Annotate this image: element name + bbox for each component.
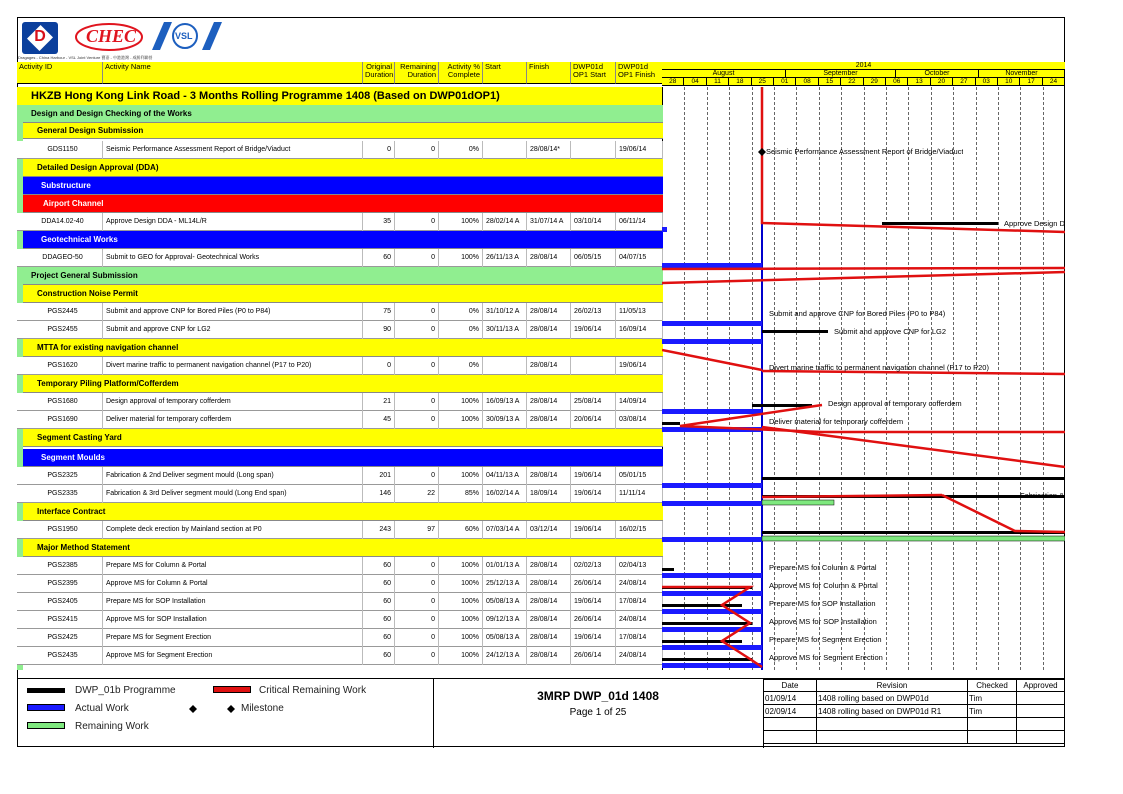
col-percent-complete[interactable]: Activity % Complete <box>439 62 483 84</box>
rev-header-approved: Approved <box>1017 680 1065 692</box>
cell-original-duration: 60 <box>363 575 395 593</box>
cell-percent-complete: 100% <box>439 629 483 647</box>
cell-activity-id: PGS2425 <box>23 629 103 647</box>
bar-actual-pgs1950 <box>662 537 762 542</box>
bar-baseline-2435 <box>662 658 752 661</box>
cell-activity-name: Divert marine traffic to permanent navigation channel (P17 to P20) <box>103 357 363 375</box>
legend-remaining-swatch <box>27 722 65 729</box>
cell-finish-date: 28/08/14 <box>527 357 571 375</box>
cell-remaining-duration: 0 <box>395 303 439 321</box>
cell-op1-start: 19/06/14 <box>571 593 616 611</box>
cell-activity-id: PGS2435 <box>23 647 103 665</box>
cell-op1-finish: 14/09/14 <box>616 393 663 411</box>
table-row[interactable] <box>17 321 663 339</box>
col-remaining-duration[interactable]: Remaining Duration <box>395 62 439 84</box>
cell-activity-id: PGS1950 <box>23 521 103 539</box>
cell-percent-complete: 100% <box>439 411 483 429</box>
cell-start-date <box>483 357 527 375</box>
cell-remaining-duration: 0 <box>395 575 439 593</box>
cell-percent-complete: 100% <box>439 249 483 267</box>
gantt-year: 2014 <box>662 62 1065 70</box>
cell-activity-name: Approve MS for Segment Erection <box>103 647 363 665</box>
cell-percent-complete: 100% <box>439 213 483 231</box>
cell-finish-date: 28/08/14 <box>527 629 571 647</box>
bar-actual-2405 <box>662 609 762 614</box>
cell-finish-date: 28/08/14 <box>527 647 571 665</box>
cell-activity-id: PGS2405 <box>23 593 103 611</box>
table-row[interactable] <box>17 467 663 485</box>
cell-start-date: 04/11/13 A <box>483 467 527 485</box>
bar-label: Submit and approve CNP for Bored Piles (P0 to P84) <box>769 309 946 318</box>
bar-label: Approve MS for Column & Portal <box>769 581 878 590</box>
cell-finish-date: 28/08/14 <box>527 303 571 321</box>
gantt-month-october: October <box>896 70 979 78</box>
cell-op1-start: 02/02/13 <box>571 557 616 575</box>
cell-op1-start: 19/06/14 <box>571 521 616 539</box>
cell-op1-finish: 16/02/15 <box>616 521 663 539</box>
cell-original-duration: 243 <box>363 521 395 539</box>
cell-op1-finish: 24/08/14 <box>616 647 663 665</box>
cell-remaining-duration: 0 <box>395 141 439 159</box>
legend-milestone-label: Milestone <box>241 703 284 714</box>
bar-label: Approve MS for Segment Erection <box>769 653 883 662</box>
cell-original-duration: 60 <box>363 629 395 647</box>
cell-start-date: 09/12/13 A <box>483 611 527 629</box>
rev-approved <box>1017 705 1065 718</box>
rev-header-date: Date <box>764 680 817 692</box>
gantt-month-november: November <box>979 70 1065 78</box>
band-cofferdem[interactable]: Temporary Piling Platform/Cofferdem <box>17 375 663 393</box>
cell-finish-date: 03/12/14 <box>527 521 571 539</box>
cell-finish-date: 28/08/14 <box>527 411 571 429</box>
cell-activity-id: DDAGEO-50 <box>23 249 103 267</box>
col-original-duration[interactable]: Original Duration <box>363 62 395 84</box>
cell-percent-complete: 0% <box>439 357 483 375</box>
cell-remaining-duration: 0 <box>395 647 439 665</box>
cell-op1-finish: 16/09/14 <box>616 321 663 339</box>
cell-percent-complete: 100% <box>439 467 483 485</box>
remaining-bars <box>762 500 1065 541</box>
bar-baseline-pgs2325 <box>762 477 1065 480</box>
band-geotechnical[interactable]: Geotechnical Works <box>17 231 663 249</box>
cell-start-date: 31/10/12 A <box>483 303 527 321</box>
cell-start-date <box>483 141 527 159</box>
bar-actual-pgs2455 <box>662 339 762 344</box>
gantt-week-3: 18 <box>729 78 751 86</box>
table-row[interactable] <box>17 593 663 611</box>
band-interface-contract[interactable]: Interface Contract <box>17 503 663 521</box>
cell-original-duration: 201 <box>363 467 395 485</box>
cell-percent-complete: 100% <box>439 557 483 575</box>
bar-actual-2415 <box>662 627 762 632</box>
bar-label: Approve Design D <box>1004 219 1065 228</box>
cell-activity-id: PGS2325 <box>23 467 103 485</box>
cell-finish-date: 28/08/14 <box>527 249 571 267</box>
cell-finish-date: 28/08/14* <box>527 141 571 159</box>
band-substructure[interactable]: Substructure <box>17 177 663 195</box>
bar-actual-pgs2335 <box>662 501 762 506</box>
revision-table <box>763 679 1065 744</box>
cell-original-duration: 60 <box>363 593 395 611</box>
table-row[interactable] <box>17 357 663 375</box>
cell-activity-name: Submit and approve CNP for LG2 <box>103 321 363 339</box>
cell-activity-name: Deliver material for temporary cofferdem <box>103 411 363 429</box>
cell-finish-date: 28/08/14 <box>527 557 571 575</box>
cell-remaining-duration: 0 <box>395 557 439 575</box>
cell-activity-name: Fabrication & 2nd Deliver segment mould (Long span) <box>103 467 363 485</box>
legend-remaining-label: Remaining Work <box>75 721 149 732</box>
cell-op1-finish: 24/08/14 <box>616 611 663 629</box>
cell-op1-start <box>571 357 616 375</box>
cell-finish-date: 28/08/14 <box>527 467 571 485</box>
footer-title: 3MRP DWP_01d 1408 <box>537 689 659 703</box>
legend-dwp-label: DWP_01b Programme <box>75 685 176 696</box>
gantt-week-10: 06 <box>886 78 908 86</box>
bar-baseline-dda <box>882 222 998 225</box>
cell-start-date: 16/02/14 A <box>483 485 527 503</box>
cell-start-date: 28/02/14 A <box>483 213 527 231</box>
cell-activity-name: Prepare MS for SOP Installation <box>103 593 363 611</box>
cell-op1-start: 19/06/14 <box>571 629 616 647</box>
cell-op1-finish: 02/04/13 <box>616 557 663 575</box>
cell-remaining-duration: 0 <box>395 411 439 429</box>
cell-activity-name: Approve Design DDA - ML14L/R <box>103 213 363 231</box>
cell-original-duration: 35 <box>363 213 395 231</box>
cell-activity-id: PGS1680 <box>23 393 103 411</box>
cell-activity-id: PGS2395 <box>23 575 103 593</box>
cell-op1-finish: 04/07/15 <box>616 249 663 267</box>
vsl-logo: VSL <box>152 22 222 52</box>
cell-remaining-duration: 0 <box>395 213 439 231</box>
cell-remaining-duration: 0 <box>395 629 439 647</box>
gantt-week-1: 04 <box>684 78 706 86</box>
legend-dwp-swatch <box>27 688 65 693</box>
col-finish[interactable]: Finish <box>527 62 571 84</box>
legend-panel <box>17 679 434 748</box>
rev-desc: 1408 rolling based on DWP01d R1 <box>817 705 968 718</box>
col-activity-id[interactable]: Activity ID <box>17 62 103 84</box>
cell-finish-date: 28/08/14 <box>527 575 571 593</box>
bar-actual-2385 <box>662 573 762 578</box>
dragages-logo: D <box>22 22 58 54</box>
band-noise-permit[interactable]: Construction Noise Permit <box>17 285 663 303</box>
project-title: HKZB Hong Kong Link Road - 3 Months Rolling Programme 1408 (Based on DWP01dOP1) <box>17 87 663 105</box>
gantt-week-8: 22 <box>841 78 863 86</box>
col-op1-finish[interactable]: DWP01d OP1 Finish <box>616 62 663 84</box>
gantt-week-4: 25 <box>752 78 774 86</box>
cell-op1-finish: 24/08/14 <box>616 575 663 593</box>
rev-checked: Tim <box>968 692 1017 705</box>
cell-percent-complete: 60% <box>439 521 483 539</box>
logo-subtitle: Dragages - China Harbour - VSL Joint Venture 寶嘉 - 中港港灣 - 威勝利聯營 <box>18 55 153 60</box>
cell-op1-start: 26/06/14 <box>571 647 616 665</box>
bar-label: Prepare MS for Column & Portal <box>769 563 877 572</box>
cell-op1-start: 26/06/14 <box>571 575 616 593</box>
cell-activity-id: GDS1150 <box>23 141 103 159</box>
milestone-gds1150 <box>758 148 766 156</box>
cell-original-duration: 146 <box>363 485 395 503</box>
cell-remaining-duration: 97 <box>395 521 439 539</box>
bar-remaining-pgs1950 <box>762 536 1065 541</box>
table-row[interactable] <box>17 213 663 231</box>
cell-activity-id: PGS2455 <box>23 321 103 339</box>
gantt-week-13: 27 <box>953 78 975 86</box>
cell-finish-date: 28/08/14 <box>527 611 571 629</box>
cell-original-duration: 60 <box>363 249 395 267</box>
cell-original-duration: 75 <box>363 303 395 321</box>
cell-activity-name: Submit to GEO for Approval- Geotechnical Works <box>103 249 363 267</box>
gantt-week-6: 08 <box>796 78 818 86</box>
cell-op1-finish: 19/06/14 <box>616 141 663 159</box>
legend-critical-label: Critical Remaining Work <box>259 685 367 696</box>
cell-original-duration: 45 <box>363 411 395 429</box>
bar-actual-pgs2445 <box>662 321 762 326</box>
cell-activity-name: Prepare MS for Segment Erection <box>103 629 363 647</box>
cell-original-duration: 21 <box>363 393 395 411</box>
cell-start-date: 05/08/13 A <box>483 593 527 611</box>
cell-remaining-duration: 0 <box>395 593 439 611</box>
rev-desc: 1408 rolling based on DWP01d <box>817 692 968 705</box>
table-row[interactable] <box>17 611 663 629</box>
bar-actual-dda <box>662 227 667 232</box>
bar-baseline-2415 <box>662 622 752 625</box>
cell-op1-start: 26/06/14 <box>571 611 616 629</box>
cell-activity-name: Fabrication & 3rd Deliver segment mould (Long End span) <box>103 485 363 503</box>
band-mtta[interactable]: MTTA for existing navigation channel <box>17 339 663 357</box>
cell-activity-id: DDA14.02-40 <box>23 213 103 231</box>
gantt-month-august: August <box>662 70 786 78</box>
cell-original-duration: 0 <box>363 141 395 159</box>
table-row[interactable] <box>17 575 663 593</box>
table-row[interactable] <box>17 521 663 539</box>
band-method-statement[interactable]: Major Method Statement <box>17 539 663 557</box>
cell-op1-finish: 05/01/15 <box>616 467 663 485</box>
gantt-month-september: September <box>786 70 896 78</box>
cell-original-duration: 60 <box>363 647 395 665</box>
cell-activity-name: Submit and approve CNP for Bored Piles (P0 to P84) <box>103 303 363 321</box>
bar-actual-pgs2325 <box>662 483 762 488</box>
rev-date: 01/09/14 <box>764 692 817 705</box>
cell-activity-name: Seismic Performance Assessment Report of Bridge/Viaduct <box>103 141 363 159</box>
bar-actual-2435 <box>662 663 762 668</box>
cell-percent-complete: 85% <box>439 485 483 503</box>
cell-start-date: 25/12/13 A <box>483 575 527 593</box>
bar-actual-geo <box>662 263 762 268</box>
gantt-week-15: 10 <box>998 78 1020 86</box>
cell-original-duration: 0 <box>363 357 395 375</box>
cell-finish-date: 31/07/14 A <box>527 213 571 231</box>
cell-original-duration: 60 <box>363 557 395 575</box>
actual-bars <box>662 227 762 668</box>
cell-remaining-duration: 0 <box>395 357 439 375</box>
bar-baseline-pgs2455 <box>762 330 828 333</box>
cell-start-date: 07/03/14 A <box>483 521 527 539</box>
cell-percent-complete: 100% <box>439 593 483 611</box>
gantt-week-16: 17 <box>1020 78 1042 86</box>
bar-baseline-pgs1690 <box>662 422 680 425</box>
cell-op1-start: 03/10/14 <box>571 213 616 231</box>
cell-percent-complete: 0% <box>439 141 483 159</box>
bar-actual-2425 <box>662 645 762 650</box>
legend-actual-swatch <box>27 704 65 711</box>
table-row[interactable] <box>17 303 663 321</box>
cell-op1-finish: 11/11/14 <box>616 485 663 503</box>
table-row[interactable] <box>17 629 663 647</box>
gantt-week-9: 29 <box>864 78 886 86</box>
critical-path-lines <box>662 87 1065 667</box>
bar-label: Submit and approve CNP for LG2 <box>834 327 947 336</box>
cell-percent-complete: 100% <box>439 393 483 411</box>
cell-start-date: 05/08/13 A <box>483 629 527 647</box>
table-row[interactable] <box>17 411 663 429</box>
cell-op1-finish: 11/05/13 <box>616 303 663 321</box>
rev-date: 02/09/14 <box>764 705 817 718</box>
cell-finish-date: 18/09/14 <box>527 485 571 503</box>
cell-percent-complete: 100% <box>439 611 483 629</box>
rev-header-checked: Checked <box>968 680 1017 692</box>
cell-op1-start: 19/06/14 <box>571 321 616 339</box>
gantt-week-11: 13 <box>908 78 930 86</box>
cell-remaining-duration: 0 <box>395 249 439 267</box>
bar-label: Prepare MS for SOP Installation <box>769 599 876 608</box>
gantt-week-14: 03 <box>976 78 998 86</box>
band-design-checking[interactable]: Design and Design Checking of the Works <box>17 105 663 123</box>
cell-start-date: 24/12/13 A <box>483 647 527 665</box>
gantt-week-0: 28 <box>662 78 684 86</box>
cell-activity-id: PGS2335 <box>23 485 103 503</box>
cell-op1-finish: 06/11/14 <box>616 213 663 231</box>
table-row[interactable] <box>17 485 663 503</box>
cell-start-date: 16/09/13 A <box>483 393 527 411</box>
table-row[interactable] <box>17 647 663 665</box>
cell-remaining-duration: 0 <box>395 611 439 629</box>
cell-percent-complete: 0% <box>439 303 483 321</box>
gantt-week-12: 20 <box>931 78 953 86</box>
bar-baseline-2385 <box>662 568 674 571</box>
bar-label: Fabrication & <box>1020 491 1065 500</box>
table-row[interactable] <box>17 557 663 575</box>
bar-label: Approve MS for SOP Installation <box>769 617 877 626</box>
cell-op1-finish: 17/08/14 <box>616 629 663 647</box>
cell-activity-id: PGS1690 <box>23 411 103 429</box>
legend-actual-label: Actual Work <box>75 703 129 714</box>
cell-activity-id: PGS2445 <box>23 303 103 321</box>
cell-activity-id: PGS1620 <box>23 357 103 375</box>
cell-finish-date: 28/08/14 <box>527 321 571 339</box>
title-block <box>433 679 764 748</box>
bar-actual-pgs1680 <box>662 409 762 414</box>
cell-start-date: 26/11/13 A <box>483 249 527 267</box>
cell-remaining-duration: 0 <box>395 321 439 339</box>
cell-original-duration: 60 <box>363 611 395 629</box>
cell-remaining-duration: 22 <box>395 485 439 503</box>
table-row[interactable] <box>17 141 663 159</box>
cell-finish-date: 28/08/14 <box>527 593 571 611</box>
bar-remaining-pgs2335 <box>762 500 834 505</box>
cell-original-duration: 90 <box>363 321 395 339</box>
cell-percent-complete: 100% <box>439 575 483 593</box>
cell-start-date: 30/09/13 A <box>483 411 527 429</box>
cell-op1-finish: 17/08/14 <box>616 593 663 611</box>
cell-op1-start: 25/08/14 <box>571 393 616 411</box>
cell-activity-name: Complete deck erection by Mainland section at P0 <box>103 521 363 539</box>
bar-label: Seismic Performance Assessment Report of Bridge/Viaduct <box>766 147 964 156</box>
bar-label: Deliver material for temporary cofferdem <box>769 417 904 426</box>
bar-label: Divert marine traffic to permanent navigation channel (P17 to P20) <box>769 363 989 372</box>
gantt-week-2: 11 <box>707 78 729 86</box>
bar-label: Design approval of temporary cofferdem <box>828 399 962 408</box>
bar-actual-2395 <box>662 591 762 596</box>
cell-activity-id: PGS2415 <box>23 611 103 629</box>
legend-critical-swatch <box>213 686 251 693</box>
bar-baseline-2405 <box>662 604 742 607</box>
rev-approved <box>1017 692 1065 705</box>
band-project-general[interactable]: Project General Submission <box>17 267 663 285</box>
cell-finish-date: 28/08/14 <box>527 393 571 411</box>
cell-op1-start <box>571 141 616 159</box>
cell-op1-start: 19/06/14 <box>571 467 616 485</box>
cell-op1-start: 20/06/14 <box>571 411 616 429</box>
cell-activity-id: PGS2385 <box>23 557 103 575</box>
gantt-week-17: 24 <box>1043 78 1065 86</box>
cell-percent-complete: 100% <box>439 647 483 665</box>
table-row[interactable] <box>17 249 663 267</box>
chec-logo: CHEC <box>74 22 144 52</box>
band-segment-moulds[interactable]: Segment Moulds <box>17 449 663 467</box>
rev-checked: Tim <box>968 705 1017 718</box>
band-casting-yard[interactable]: Segment Casting Yard <box>17 429 663 447</box>
cell-activity-name: Design approval of temporary cofferdem <box>103 393 363 411</box>
cell-op1-start: 26/02/13 <box>571 303 616 321</box>
rev-header-revision: Revision <box>817 680 968 692</box>
cell-activity-name: Prepare MS for Column & Portal <box>103 557 363 575</box>
cell-op1-start: 19/06/14 <box>571 485 616 503</box>
footer <box>17 678 1065 748</box>
col-start[interactable]: Start <box>483 62 527 84</box>
col-activity-name[interactable]: Activity Name <box>103 62 363 84</box>
cell-activity-name: Approve MS for Column & Portal <box>103 575 363 593</box>
cell-start-date: 01/01/13 A <box>483 557 527 575</box>
cell-op1-start: 06/05/15 <box>571 249 616 267</box>
band-general-design[interactable]: General Design Submission <box>17 123 663 139</box>
gantt-week-5: 01 <box>774 78 796 86</box>
band-airport-channel[interactable]: Airport Channel <box>17 195 663 213</box>
table-row[interactable] <box>17 393 663 411</box>
col-op1-start[interactable]: DWP01d OP1 Start <box>571 62 616 84</box>
cell-percent-complete: 0% <box>439 321 483 339</box>
cell-op1-finish: 03/08/14 <box>616 411 663 429</box>
cell-start-date: 30/11/13 A <box>483 321 527 339</box>
cell-remaining-duration: 0 <box>395 467 439 485</box>
bar-label: Prepare MS for Segment Erection <box>769 635 882 644</box>
bar-baseline-2425 <box>662 640 742 643</box>
cell-activity-name: Approve MS for SOP Installation <box>103 611 363 629</box>
cell-op1-finish: 19/06/14 <box>616 357 663 375</box>
page-number: Page 1 of 25 <box>569 707 627 718</box>
band-dda[interactable]: Detailed Design Approval (DDA) <box>17 159 663 177</box>
cell-remaining-duration: 0 <box>395 393 439 411</box>
gantt-week-7: 15 <box>819 78 841 86</box>
